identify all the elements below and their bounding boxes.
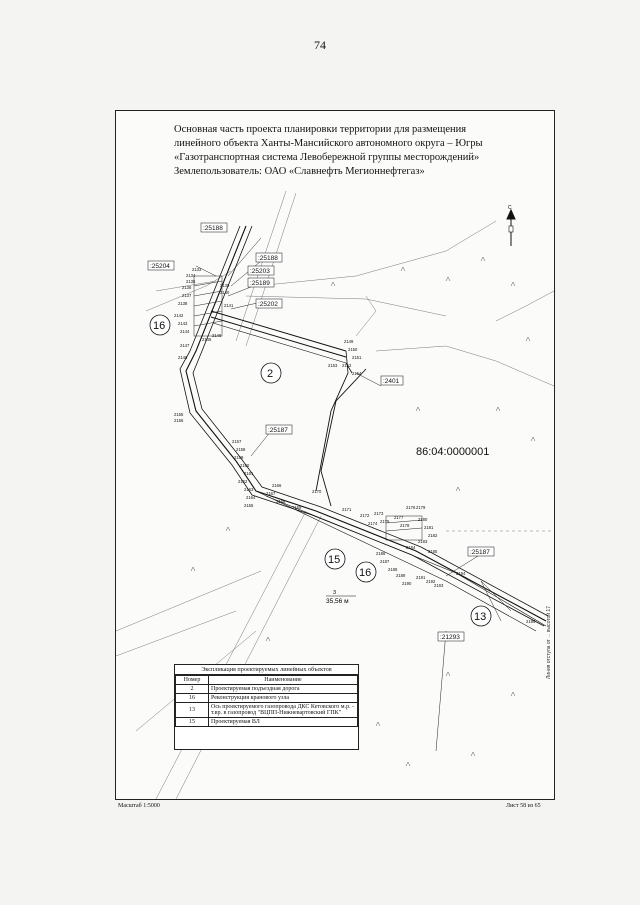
point-label: 2165 — [244, 503, 254, 508]
sheet-info: Лист 58 из 65 — [506, 803, 541, 809]
point-label: 2139 — [220, 283, 230, 288]
point-label: 2138 — [178, 301, 188, 306]
point-label: 2169 — [292, 505, 302, 510]
title-line-3: «Газотранспортная система Левобережной группы месторождений» — [174, 152, 480, 163]
callout-15: 15 — [328, 554, 341, 566]
point-label: 2141 — [224, 303, 234, 308]
point-label: 2179 — [416, 505, 426, 510]
legend-row-name: Ось проектируемого газопровода ДКС Кетовского м.р. - т.вр. в газопровод "ВЦПП-Нижневартовский ГПК" — [209, 703, 358, 718]
distance-label: 35,56 м — [326, 598, 349, 605]
point-label: 2155 — [174, 412, 184, 417]
point-label: 2170 — [312, 489, 322, 494]
point-label: 2151 — [352, 355, 362, 360]
point-label: 2147 — [180, 343, 190, 348]
point-label: 2148 — [178, 355, 188, 360]
point-label: 2168 — [276, 499, 286, 504]
title-line-4: Землепользователь: ОАО «Славнефть Мегионнефтегаз» — [174, 166, 425, 177]
parcel-labels — [148, 223, 494, 641]
point-label: 2192 — [426, 579, 436, 584]
parcel-label-9: :25187 — [470, 549, 490, 556]
legend-header-row — [176, 676, 358, 685]
point-label: 2180 — [418, 517, 428, 522]
point-label: 2194 — [456, 571, 466, 576]
point-label: 2140 — [220, 290, 230, 295]
point-label: 2172 — [360, 513, 370, 518]
point-label: 2177 — [394, 515, 404, 520]
callout-2: 2 — [267, 368, 274, 380]
point-label: 2182 — [428, 533, 438, 538]
parcel-label-1: :25188 — [203, 225, 223, 232]
parcel-label-2: :25204 — [150, 263, 170, 270]
callouts — [150, 315, 491, 626]
vertical-note: Линия отступа от ... высотой 17 — [546, 606, 552, 679]
legend-row-name: Проектируемая ВЛ — [209, 718, 358, 727]
point-label: 2137 — [182, 293, 192, 298]
parcel-label-3: :25188 — [258, 255, 278, 262]
legend-row-number: 15 — [176, 718, 209, 727]
point-label: 2153 — [328, 363, 338, 368]
point-label: 2145 — [202, 337, 212, 342]
legend-row-name: Проектируемая подъездная дорога — [209, 685, 358, 694]
title-line-2: линейного объекта Ханты-Мансийского автономного округа – Югры — [174, 138, 483, 149]
point-label: 2167 — [266, 491, 276, 496]
point-label: 2164 — [246, 495, 256, 500]
point-label: 2163 — [244, 487, 254, 492]
point-label: 2185 — [428, 549, 438, 554]
point-label: 2174 — [368, 521, 378, 526]
point-label: 2186 — [376, 551, 386, 556]
legend-header-name: Наименование — [209, 676, 358, 685]
legend-table — [175, 675, 358, 727]
legend-header-number: Номер — [176, 676, 209, 685]
parcel-label-7: :2401 — [383, 378, 400, 385]
point-label: 2135 — [186, 279, 196, 284]
point-label: 2176 — [406, 505, 416, 510]
parcel-label-8: :25187 — [268, 427, 288, 434]
point-label: 2158 — [236, 447, 246, 452]
parcel-label-10: :21293 — [440, 634, 460, 641]
title-line-1: Основная часть проекта планировки территории для размещения — [174, 124, 467, 135]
point-label: 2161 — [244, 471, 254, 476]
point-label: 2171 — [342, 507, 352, 512]
parcel-label-5: :25189 — [250, 280, 270, 287]
point-label: 2181 — [424, 525, 434, 530]
point-label: 2188 — [388, 567, 398, 572]
callout-16-bottom: 16 — [359, 567, 372, 579]
legend-row — [176, 685, 358, 694]
point-label: 2133 — [192, 267, 202, 272]
point-label: 2150 — [348, 347, 358, 352]
point-label: 2166 — [272, 483, 282, 488]
legend-title: Экспликация проектируемых линейных объектов — [175, 665, 358, 675]
point-label: 2149 — [344, 339, 354, 344]
legend-row-number: 16 — [176, 694, 209, 703]
point-label: 2190 — [402, 581, 412, 586]
point-label: 2183 — [418, 539, 428, 544]
point-label: 2136 — [182, 285, 192, 290]
point-label: 2189 — [396, 573, 406, 578]
point-label: 2173 — [374, 511, 384, 516]
point-label: 2157 — [232, 439, 242, 444]
point-label: 2162 — [238, 479, 248, 484]
parcel-label-4: :25203 — [250, 268, 270, 275]
legend-row-number: 13 — [176, 703, 209, 718]
point-label: 2159 — [234, 455, 244, 460]
map-sheet — [115, 110, 555, 800]
point-label: 2143 — [178, 321, 188, 326]
point-label: 2195 — [526, 619, 536, 624]
callout-16-top: 16 — [153, 320, 166, 332]
north-arrow-icon — [507, 210, 515, 246]
parcel-label-6: :25202 — [258, 301, 278, 308]
point-label: 2156 — [174, 418, 184, 423]
legend — [174, 664, 359, 750]
cadastral-block-label: 86:04:0000001 — [416, 446, 490, 458]
scale-label: Масштаб 1:5000 — [118, 803, 160, 809]
legend-row — [176, 718, 358, 727]
north-label: С — [508, 205, 512, 211]
legend-row — [176, 703, 358, 718]
legend-row — [176, 694, 358, 703]
point-label: 2146 — [212, 333, 222, 338]
page-number: 74 — [314, 38, 326, 52]
point-label: 2187 — [380, 559, 390, 564]
point-label: 2193 — [434, 583, 444, 588]
point-label: 2134 — [186, 273, 196, 278]
legend-row-number: 2 — [176, 685, 209, 694]
legend-row-name: Реконструкция кранового узла — [209, 694, 358, 703]
point-label: 2178 — [400, 523, 410, 528]
point-label: 2191 — [416, 575, 426, 580]
point-label: 2184 — [406, 545, 416, 550]
power-line-15 — [316, 369, 366, 506]
point-label: 2142 — [174, 313, 184, 318]
point-label: 2160 — [240, 463, 250, 468]
distance-index: 3 — [333, 590, 337, 596]
point-label: 2144 — [180, 329, 190, 334]
point-label: 2154 — [352, 371, 362, 376]
callout-13: 13 — [474, 611, 487, 623]
point-label: 2175 — [380, 519, 390, 524]
point-label: 2152 — [342, 363, 352, 368]
